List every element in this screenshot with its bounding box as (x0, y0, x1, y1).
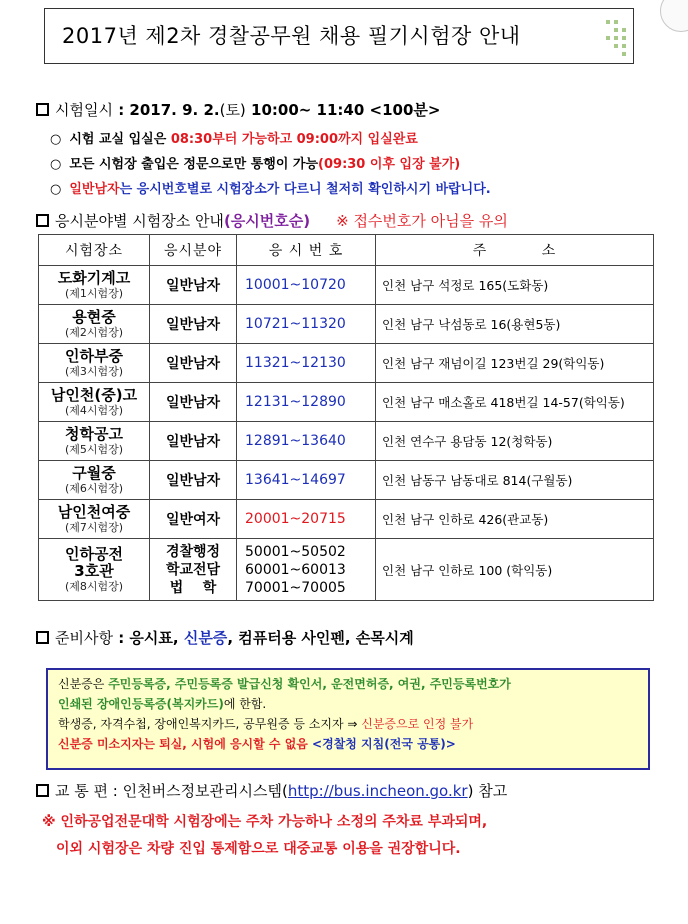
field-cell: 일반남자 (150, 305, 237, 344)
field-cell: 일반남자 (150, 383, 237, 422)
exam-date: 2017. 9. 2. (129, 101, 220, 119)
transport-label: 교 통 편 (55, 782, 109, 800)
field-cell: 일반남자 (150, 422, 237, 461)
exam-time-label: 시험일시 (55, 101, 113, 119)
section2-warning: ※ 접수번호가 아님을 유의 (336, 212, 508, 230)
circle-bullet-icon: ○ (50, 157, 62, 172)
prep-colon: : (112, 629, 130, 647)
note-line-1 (58, 674, 638, 694)
address-cell: 인천 남동구 남동대로 814(구월동) (376, 461, 654, 500)
bullet-2 (50, 153, 460, 172)
transport-line (36, 780, 507, 801)
site-name: 남인천여중 (57, 503, 131, 521)
range-cell: 11321~12130 (237, 344, 376, 383)
checkbox-icon (36, 631, 49, 644)
site-cell (39, 539, 150, 601)
table-row (39, 461, 654, 500)
site-number: (제7시험장) (64, 521, 124, 534)
address-cell: 인천 남구 석정로 165(도화동) (376, 266, 654, 305)
transport-tail: ) 참고 (467, 782, 508, 800)
range-cell: 13641~14697 (237, 461, 376, 500)
site-cell (39, 305, 150, 344)
range-cell: 10001~10720 (237, 266, 376, 305)
site-name: 도화기계고 (57, 269, 131, 287)
note-l4a: 신분증 미소지자는 퇴실, 시험에 응시할 수 없음 (58, 737, 308, 751)
bullet-1-highlight: 08:30부터 가능하고 09:00까지 입실완료 (170, 132, 418, 147)
table-row (39, 305, 654, 344)
site-name: 청학공고 (65, 425, 123, 443)
table-row (39, 539, 654, 601)
site-cell (39, 266, 150, 305)
prep-line (36, 627, 414, 648)
field-cell: 일반남자 (150, 461, 237, 500)
table-row (39, 500, 654, 539)
field-cell: 일반남자 (150, 266, 237, 305)
note-l3a: 학생증, 자격수첩, 장애인복지카드, 공무원증 등 소지자 ⇒ (58, 717, 362, 731)
site-name: 용현중 (72, 308, 116, 326)
parking-notice-1: ※ 인하공업전문대학 시험장에는 주차 가능하나 소정의 주차료 부과되며, (42, 814, 488, 830)
bullet-2-text: 모든 시험장 출입은 정문으로만 통행이 가능 (69, 157, 319, 172)
note-line-3 (58, 714, 638, 734)
site-cell (39, 500, 150, 539)
exam-time-range: 10:00~ 11:40 <100분> (245, 101, 441, 119)
field-cell: 일반남자 (150, 344, 237, 383)
bullet-1-text: 시험 교실 입실은 (69, 132, 171, 147)
section2-label: 응시분야별 시험장소 안내 (55, 212, 224, 230)
note-line-2 (58, 694, 638, 714)
exam-site-table (38, 234, 654, 601)
range-cell: 10721~11320 (237, 305, 376, 344)
site-number: (제5시험장) (64, 443, 124, 456)
col-header-field: 응시분야 (150, 235, 237, 266)
range-cell: 12891~13640 (237, 422, 376, 461)
site-number: (제3시험장) (64, 365, 124, 378)
address-cell: 인천 남구 재넘이길 123번길 29(학익동) (376, 344, 654, 383)
site-number: (제6시험장) (64, 482, 124, 495)
col-header-site: 시험장소 (39, 235, 150, 266)
range-cell: 20001~20715 (237, 500, 376, 539)
exam-time-colon: : (112, 101, 130, 119)
bullet-3-text: 는 응시번호별로 시험장소가 다르니 철저히 확인하시기 바랍니다. (119, 182, 491, 197)
section-heading-locations (36, 210, 508, 231)
site-number: (제8시험장) (64, 580, 124, 593)
bullet-3 (50, 178, 491, 197)
bullet-2-highlight: (09:30 이후 입장 불가) (318, 157, 461, 172)
table-row (39, 422, 654, 461)
checkbox-icon (36, 784, 49, 797)
note-l1b: 주민등록증, 주민등록증 발급신청 확인서, 운전면허증, 여권, 주민등록번호가 (108, 677, 511, 691)
field-cell: 일반여자 (150, 500, 237, 539)
note-l1a: 신분증은 (58, 677, 109, 691)
range-cell (237, 539, 376, 601)
field-item: 학교전담 (165, 561, 221, 578)
transport-text: : 인천버스정보관리시스템( (108, 782, 288, 800)
address-cell: 인천 남구 매소홀로 418번길 14-57(학익동) (376, 383, 654, 422)
site-cell (39, 461, 150, 500)
col-header-range: 응 시 번 호 (237, 235, 376, 266)
circle-bullet-icon: ○ (50, 182, 62, 197)
corner-button[interactable] (660, 0, 688, 32)
field-cell (150, 539, 237, 601)
note-l3b: 신분증으로 인정 불가 (361, 717, 474, 731)
site-cell (39, 344, 150, 383)
col-header-address: 주 소 (376, 235, 654, 266)
site-number: (제2시험장) (64, 326, 124, 339)
field-item: 경찰행정 (165, 543, 221, 560)
note-l2b: 에 한함. (223, 697, 267, 711)
site-number: (제1시험장) (64, 287, 124, 300)
address-cell: 인천 남구 낙섬동로 16(용현5동) (376, 305, 654, 344)
table-row (39, 266, 654, 305)
page-title: 2017년 제2차 경찰공무원 채용 필기시험장 안내 (62, 24, 521, 48)
range-item: 60001~60013 (245, 561, 346, 578)
prep-items-c: , 컴퓨터용 사인펜, 손목시계 (227, 629, 414, 647)
parking-notice-2: 이외 시험장은 차량 진입 통제함으로 대중교통 이용을 권장합니다. (56, 841, 461, 857)
note-l4b: <경찰청 지침(전국 공통)> (307, 737, 456, 751)
range-cell: 12131~12890 (237, 383, 376, 422)
prep-items-b: 신분증 (183, 629, 228, 647)
prep-items-a: 응시표, (129, 629, 184, 647)
id-notice-box (46, 668, 650, 770)
field-item: 법 학 (169, 579, 217, 596)
checkbox-icon (36, 214, 49, 227)
note-line-4 (58, 734, 638, 754)
table-row (39, 344, 654, 383)
circle-bullet-icon: ○ (50, 132, 62, 147)
address-cell: 인천 연수구 용담동 12(청학동) (376, 422, 654, 461)
table-header-row (39, 235, 654, 266)
bullet-1 (50, 128, 418, 147)
site-name-2: 3호관 (74, 562, 114, 580)
exam-day: (토) (219, 101, 246, 119)
exam-time-line (36, 99, 440, 120)
table-row (39, 383, 654, 422)
range-item: 50001~50502 (245, 543, 346, 560)
site-cell (39, 383, 150, 422)
address-cell: 인천 남구 인하로 426(관교동) (376, 500, 654, 539)
site-number: (제4시험장) (64, 404, 124, 417)
address-cell: 인천 남구 인하로 100 (학익동) (376, 539, 654, 601)
bullet-3-highlight: 일반남자 (69, 182, 120, 197)
decorative-dots (606, 20, 630, 56)
site-cell (39, 422, 150, 461)
site-name: 구월중 (72, 464, 116, 482)
checkbox-icon (36, 103, 49, 116)
site-name: 남인천(중)고 (50, 386, 138, 404)
range-item: 70001~70005 (245, 579, 346, 596)
bus-info-link[interactable]: http://bus.incheon.go.kr (287, 782, 468, 800)
prep-label: 준비사항 (55, 629, 113, 647)
section2-highlight: (응시번호순) (223, 212, 311, 230)
site-name: 인하공전 (65, 545, 123, 563)
site-name: 인하부중 (65, 347, 123, 365)
note-l2a: 인쇄된 장애인등록증(복지카드) (58, 697, 224, 711)
